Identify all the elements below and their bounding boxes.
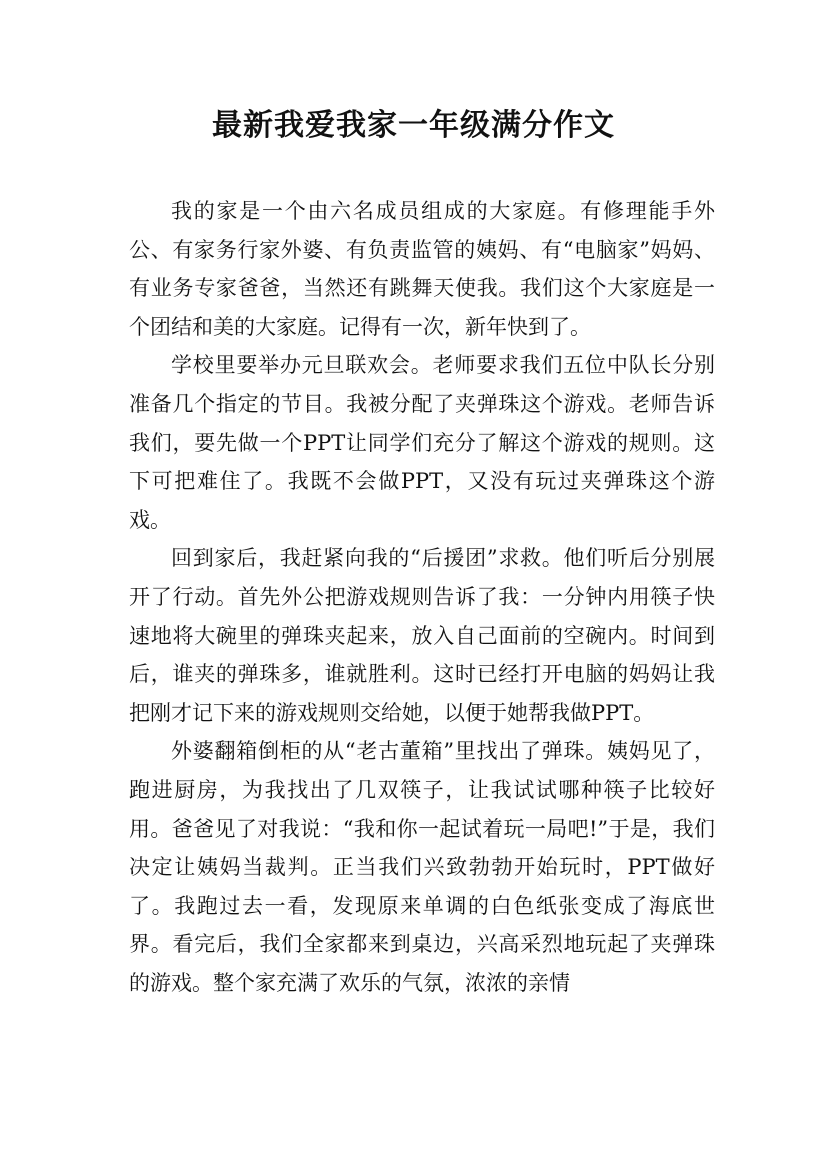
document-body	[129, 192, 715, 1002]
paragraph-3: 回到家后，我赶紧向我的“后援团”求救。他们听后分别展开了行动。首先外公把游戏规则告诉了我：一分钟内用筷子快速地将大碗里的弹珠夹起来，放入自己面前的空碗内。时间到后，谁夹的弹珠多，谁就胜利。这时已经打开电脑的妈妈让我把刚才记下来的游戏规则交给她，以便于她帮我做PPT。	[129, 546, 715, 725]
paragraph-2: 学校里要举办元旦联欢会。老师要求我们五位中队长分别准备几个指定的节目。我被分配了夹弹珠这个游戏。老师告诉我们，要先做一个PPT让同学们充分了解这个游戏的规则。这下可把难住了。我既不会做PPT，又没有玩过夹弹珠这个游戏。	[129, 353, 715, 532]
paragraph-1: 我的家是一个由六名成员组成的大家庭。有修理能手外公、有家务行家外婆、有负责监管的姨妈、有“电脑家”妈妈、有业务专家爸爸，当然还有跳舞天使我。我们这个大家庭是一个团结和美的大家庭。记得有一次，新年快到了。	[129, 199, 715, 339]
paragraph-4: 外婆翻箱倒柜的从“老古董箱”里找出了弹珠。姨妈见了，跑进厨房，为我找出了几双筷子，让我试试哪种筷子比较好用。爸爸见了对我说：“我和你一起试着玩一局吧!”于是，我们决定让姨妈当裁判。正当我们兴致勃勃开始玩时，PPT做好了。我跑过去一看，发现原来单调的白色纸张变成了海底世界。看完后，我们全家都来到桌边，兴高采烈地玩起了夹弹珠的游戏。整个家充满了欢乐的气氛，浓浓的亲情	[129, 739, 715, 995]
document-title: 最新我爱我家一年级满分作文	[212, 108, 615, 143]
